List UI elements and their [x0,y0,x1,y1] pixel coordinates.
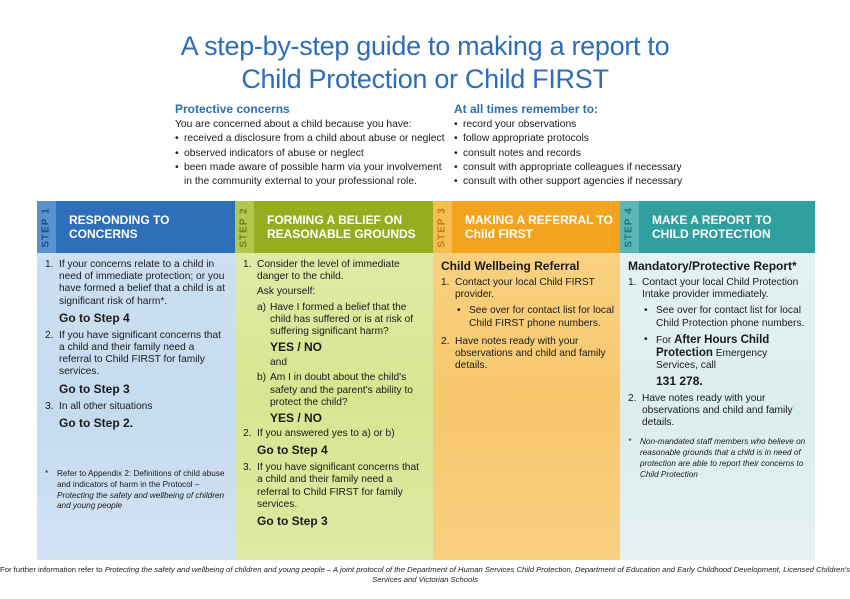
ask-yourself-label: Ask yourself: [257,286,316,298]
list-item: • been made aware of possible harm via your involvement in the community external to your professional role. [175,161,450,190]
step-2-item-1: 1. Consider the level of immediate danger to the child. [243,259,400,283]
step-2-item-2: 2. If you answered yes to a) or b) [243,428,395,440]
step-1-item-3: 3. In all other situations [45,400,153,412]
step-4-item-1: 1. Contact your local Child Protection Intake provider immediately. [628,277,799,301]
step-4-bullet-2: • For After Hours Child Protection Emergency Services, call [628,334,809,373]
step-4-tag: STEP 4 [620,201,639,253]
yes-no-b: YES / NO [270,411,323,426]
go-to-step-4-link: Go to Step 4 [257,443,328,458]
remember-heading: At all times remember to: [454,102,599,116]
after-hours-phone: 131 278. [656,374,703,389]
step-4-body [628,259,809,480]
list-item: • record your observations [454,118,694,132]
step-3-body [441,259,614,375]
go-to-step-3-link: Go to Step 3 [59,381,130,396]
step-1-tag: STEP 1 [37,201,56,253]
list-item: • follow appropriate protocols [454,132,694,146]
step-1-item-2: 2. If you have significant concerns that a child and their family need a referral to Child FIRST for family services. [45,329,221,378]
step-3-item-1: 1. Contact your local Child FIRST provider. [441,277,595,301]
step-1-body [45,259,229,435]
page-title [0,30,850,96]
go-to-step-3-link: Go to Step 3 [257,514,328,529]
list-item: • observed indicators of abuse or neglect [175,147,450,161]
list-item: • received a disclosure from a child about abuse or neglect [175,132,450,146]
child-wellbeing-referral-heading: Child Wellbeing Referral [441,259,580,273]
step-3-column [433,201,620,560]
step-4-column [620,201,815,560]
protective-concerns-heading: Protective concerns [175,102,290,116]
step-2-column [235,201,433,560]
list-item: • consult notes and records [454,147,694,161]
title-line-2: Child Protection or Child FIRST [241,64,609,94]
step-4-bullet-1: • See over for contact list for local Child Protection phone numbers. [628,305,809,329]
step-4-item-2: 2. Have notes ready with your observations and child and family details. [628,392,793,429]
step-2-title: FORMING A BELIEF ON REASONABLE GROUNDS [267,213,416,241]
question-b: b) Am I in doubt about the child's safety and the parent's ability to protect the child? [257,372,413,408]
protective-concerns-list [175,132,450,189]
step-1-title: RESPONDING TO CONCERNS [69,213,170,241]
step-2-tag: STEP 2 [235,201,254,253]
question-a: a) Have I formed a belief that the child has suffered or is at risk of suffering significant harm? [257,301,414,338]
step-1-column [37,201,235,560]
step-1-header [37,201,235,253]
list-item: • consult with appropriate colleagues if necessary [454,161,694,175]
step-2-body [243,259,427,533]
remember-list [454,118,694,189]
yes-no-a: YES / NO [270,340,323,355]
step-2-header [235,201,433,253]
step-3-title: MAKING A REFERRAL TO Child FIRST [465,213,614,241]
list-item: • consult with other support agencies if necessary [454,175,694,189]
go-to-step-2-link: Go to Step 2. [59,415,134,430]
step-3-item-2: 2. Have notes ready with your observations and child and family details. [441,335,606,372]
and-label: and [270,357,287,369]
step-2-item-3: 3. If you have significant concerns that a child and their family need a referral to Child FIRST for family services. [243,462,419,510]
step-4-title: MAKE A REPORT TO CHILD PROTECTION [652,213,772,241]
step-3-header [433,201,620,253]
protective-concerns-lead: You are concerned about a child because you have: [175,119,412,130]
footer-note: For further information refer to Protecting the safety and wellbeing of children and young people – A joint protocol of the Department of Human Services Child Protection, Department of Education and Early Childhood Development, Licensed Children's Services and Victorian Schools [0,565,850,584]
title-line-1: A step-by-step guide to making a report to [180,31,670,61]
step-3-bullet: • See over for contact list for local Child FIRST phone numbers. [441,305,614,329]
step-3-tag: STEP 3 [433,201,452,253]
mandatory-report-heading: Mandatory/Protective Report* [628,259,797,273]
step-4-header [620,201,815,253]
step-1-item-1: 1. If your concerns relate to a child in need of immediate protection; or you have formed a belief that a child is at significant risk of harm*. [45,259,225,307]
protective-concerns-section [175,101,450,189]
step-4-footnote: * Non-mandated staff members who believe on reasonable grounds that a child is in need of protection are able to report their concerns to Child Protection [628,437,806,479]
remember-section [454,101,694,189]
go-to-step-4-link: Go to Step 4 [59,310,130,325]
step-1-footnote: * Refer to Appendix 2: Definitions of child abuse and indicators of harm in the Protocol – Protecting the safety and wellbeing of children and young people [45,469,225,511]
